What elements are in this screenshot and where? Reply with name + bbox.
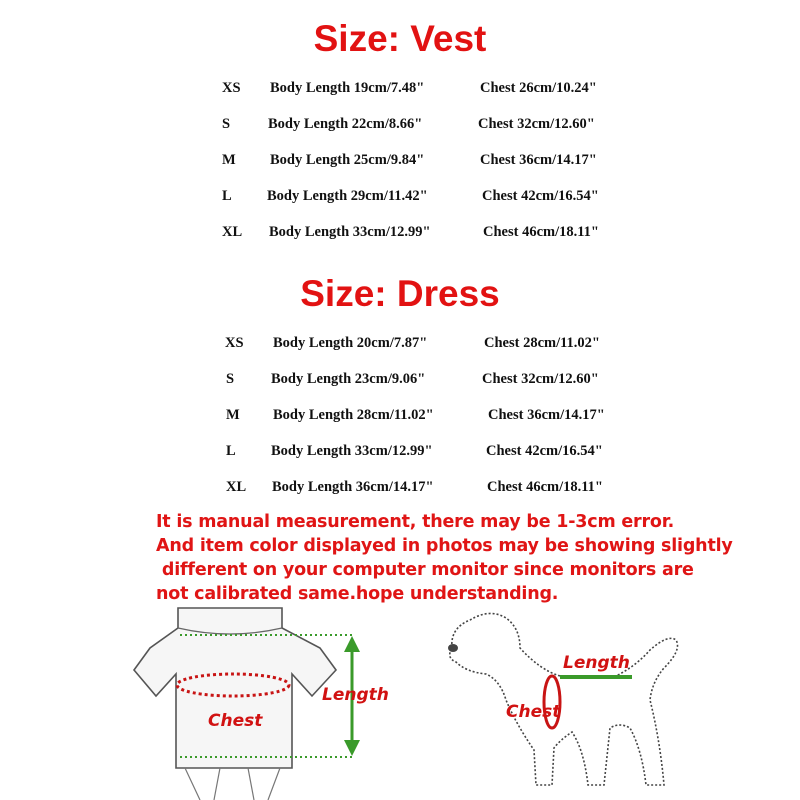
- table-row: [0, 80, 800, 104]
- table-row: [0, 407, 800, 431]
- chest-value: Chest 28cm/11.02": [484, 335, 600, 351]
- garment-chest-label: Chest: [208, 711, 263, 731]
- table-row: [0, 479, 800, 503]
- dress-size-title: Size: Dress: [300, 273, 500, 314]
- dog-illustration: [448, 613, 678, 785]
- body-length-value: Body Length 33cm/12.99": [271, 443, 433, 459]
- body-length-value: Body Length 33cm/12.99": [269, 224, 431, 240]
- disclaimer-line: It is manual measurement, there may be 1-3cm error.: [156, 512, 675, 532]
- body-length-value: Body Length 29cm/11.42": [267, 188, 428, 204]
- dog-length-label: Length: [563, 653, 630, 673]
- body-length-value: Body Length 36cm/14.17": [272, 479, 434, 495]
- chest-value: Chest 32cm/12.60": [482, 371, 599, 387]
- chest-value: Chest 42cm/16.54": [482, 188, 599, 204]
- chest-value: Chest 32cm/12.60": [478, 116, 595, 132]
- table-row: [0, 443, 800, 467]
- size-label: S: [226, 371, 235, 387]
- disclaimer-line: different on your computer monitor since monitors are: [156, 560, 694, 580]
- body-length-value: Body Length 20cm/7.87": [273, 335, 428, 351]
- chest-value: Chest 46cm/18.11": [483, 224, 599, 240]
- measurement-disclaimer: [156, 510, 776, 606]
- garment-illustration: [134, 608, 389, 800]
- body-length-value: Body Length 19cm/7.48": [270, 80, 425, 96]
- chest-value: Chest 36cm/14.17": [488, 407, 605, 423]
- body-length-value: Body Length 25cm/9.84": [270, 152, 425, 168]
- disclaimer-line: not calibrated same.hope understanding.: [156, 584, 559, 604]
- size-label: M: [226, 407, 240, 423]
- size-label: S: [222, 116, 231, 132]
- table-row: [0, 152, 800, 176]
- body-length-value: Body Length 22cm/8.66": [268, 116, 423, 132]
- size-label: XS: [225, 335, 244, 351]
- size-label: XL: [222, 224, 243, 240]
- body-length-value: Body Length 23cm/9.06": [271, 371, 426, 387]
- chest-value: Chest 46cm/18.11": [487, 479, 603, 495]
- size-label: M: [222, 152, 236, 168]
- size-label: L: [222, 188, 232, 204]
- chest-value: Chest 26cm/10.24": [480, 80, 597, 96]
- size-label: L: [226, 443, 236, 459]
- garment-length-label: Length: [322, 685, 389, 705]
- size-label: XL: [226, 479, 247, 495]
- dog-chest-label: Chest: [506, 702, 561, 722]
- chest-value: Chest 36cm/14.17": [480, 152, 597, 168]
- vest-size-title: Size: Vest: [313, 18, 487, 59]
- body-length-value: Body Length 28cm/11.02": [273, 407, 434, 423]
- table-row: [0, 116, 800, 140]
- table-row: [0, 371, 800, 395]
- table-row: [0, 335, 800, 359]
- size-label: XS: [222, 80, 241, 96]
- chest-value: Chest 42cm/16.54": [486, 443, 603, 459]
- table-row: [0, 224, 800, 248]
- table-row: [0, 188, 800, 212]
- disclaimer-line: And item color displayed in photos may be showing slightly: [156, 536, 733, 556]
- measurement-diagram: [0, 600, 800, 800]
